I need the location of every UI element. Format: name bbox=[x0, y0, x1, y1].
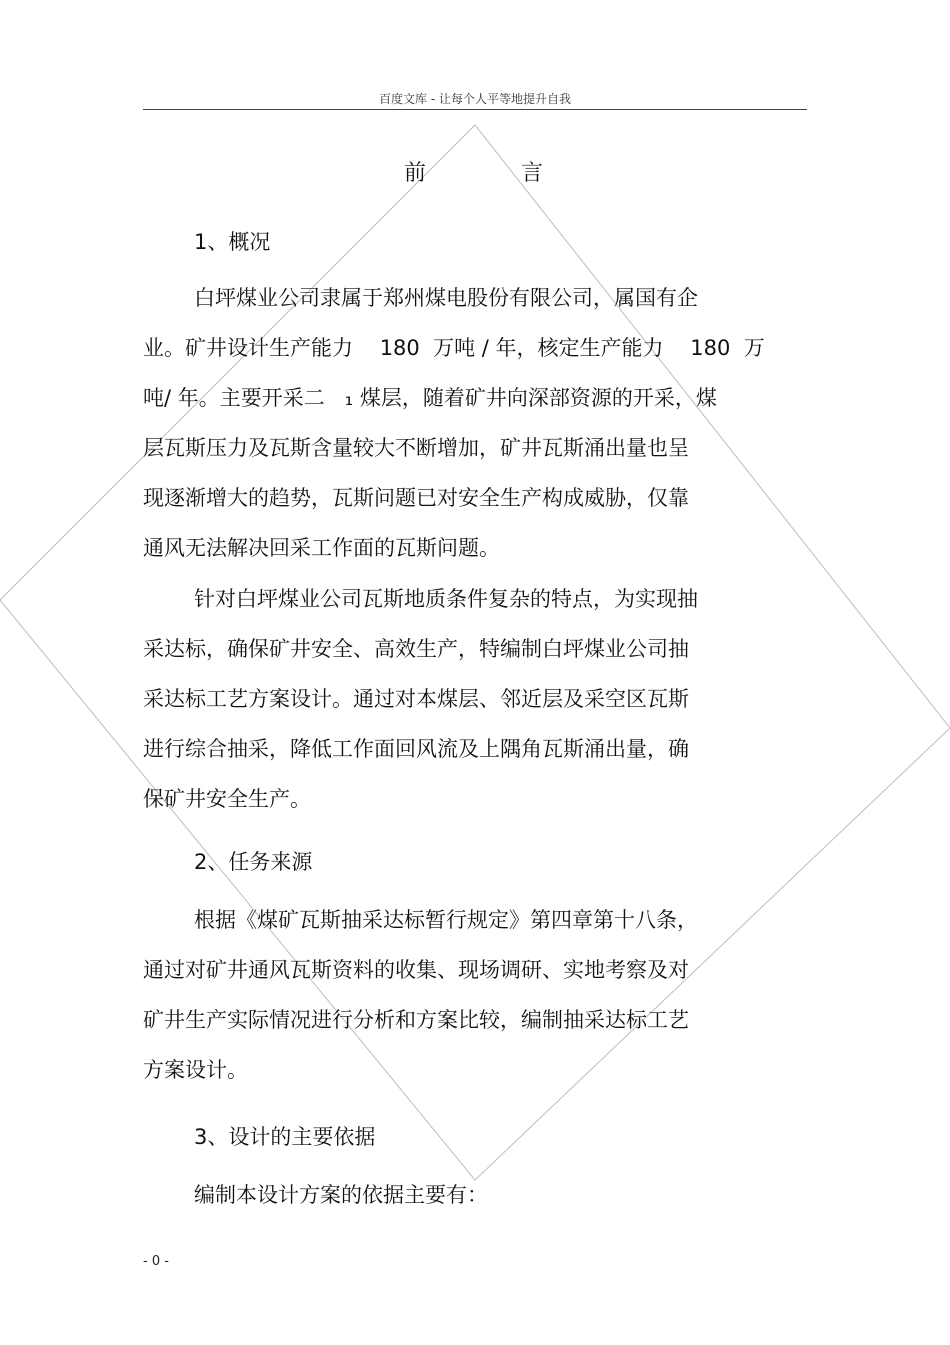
title-char-left: 前 bbox=[404, 161, 427, 186]
paragraph-line: 针对白坪煤业公司瓦斯地质条件复杂的特点，为实现抽 bbox=[194, 587, 698, 611]
paragraph-line: 通过对矿井通风瓦斯资料的收集、现场调研、实地考察及对 bbox=[143, 958, 689, 982]
page-header: 百度文库 - 让每个人平等地提升自我 bbox=[379, 92, 571, 106]
paragraph-line: 采达标，确保矿井安全、高效生产，特编制白坪煤业公司抽 bbox=[143, 637, 689, 661]
header-divider bbox=[143, 109, 807, 110]
paragraph-line: 保矿井安全生产。 bbox=[143, 787, 311, 811]
paragraph-line: 通风无法解决回采工作面的瓦斯问题。 bbox=[143, 536, 500, 560]
paragraph-line: 根据《煤矿瓦斯抽采达标暂行规定》第四章第十八条， bbox=[194, 908, 698, 932]
paragraph-line: 采达标工艺方案设计。通过对本煤层、邻近层及采空区瓦斯 bbox=[143, 687, 689, 711]
paragraph-line: 层瓦斯压力及瓦斯含量较大不断增加，矿井瓦斯涌出量也呈 bbox=[143, 436, 689, 460]
paragraph-line: 吨/ 年。主要开采二 ₁ 煤层，随着矿井向深部资源的开采，煤 bbox=[143, 386, 717, 410]
page-number: - 0 - bbox=[143, 1254, 169, 1269]
paragraph-line: 进行综合抽采，降低工作面回风流及上隅角瓦斯涌出量，确 bbox=[143, 737, 689, 761]
heading-text: 2、任务来源 bbox=[194, 850, 313, 874]
heading-text: 1、概况 bbox=[194, 230, 271, 254]
paragraph-line: 编制本设计方案的依据主要有： bbox=[194, 1183, 488, 1207]
paragraph-line: 矿井生产实际情况进行分析和方案比较，编制抽采达标工艺 bbox=[143, 1008, 689, 1032]
paragraph-line: 方案设计。 bbox=[143, 1058, 248, 1082]
paragraph-line: 现逐渐增大的趋势，瓦斯问题已对安全生产构成威胁，仅靠 bbox=[143, 486, 689, 510]
heading-text: 3、设计的主要依据 bbox=[194, 1125, 376, 1149]
paragraph-line: 业。矿井设计生产能力 180 万吨 / 年，核定生产能力 180 万 bbox=[143, 336, 765, 360]
title-char-right: 言 bbox=[521, 161, 544, 186]
paragraph-line: 白坪煤业公司隶属于郑州煤电股份有限公司，属国有企 bbox=[194, 286, 698, 310]
